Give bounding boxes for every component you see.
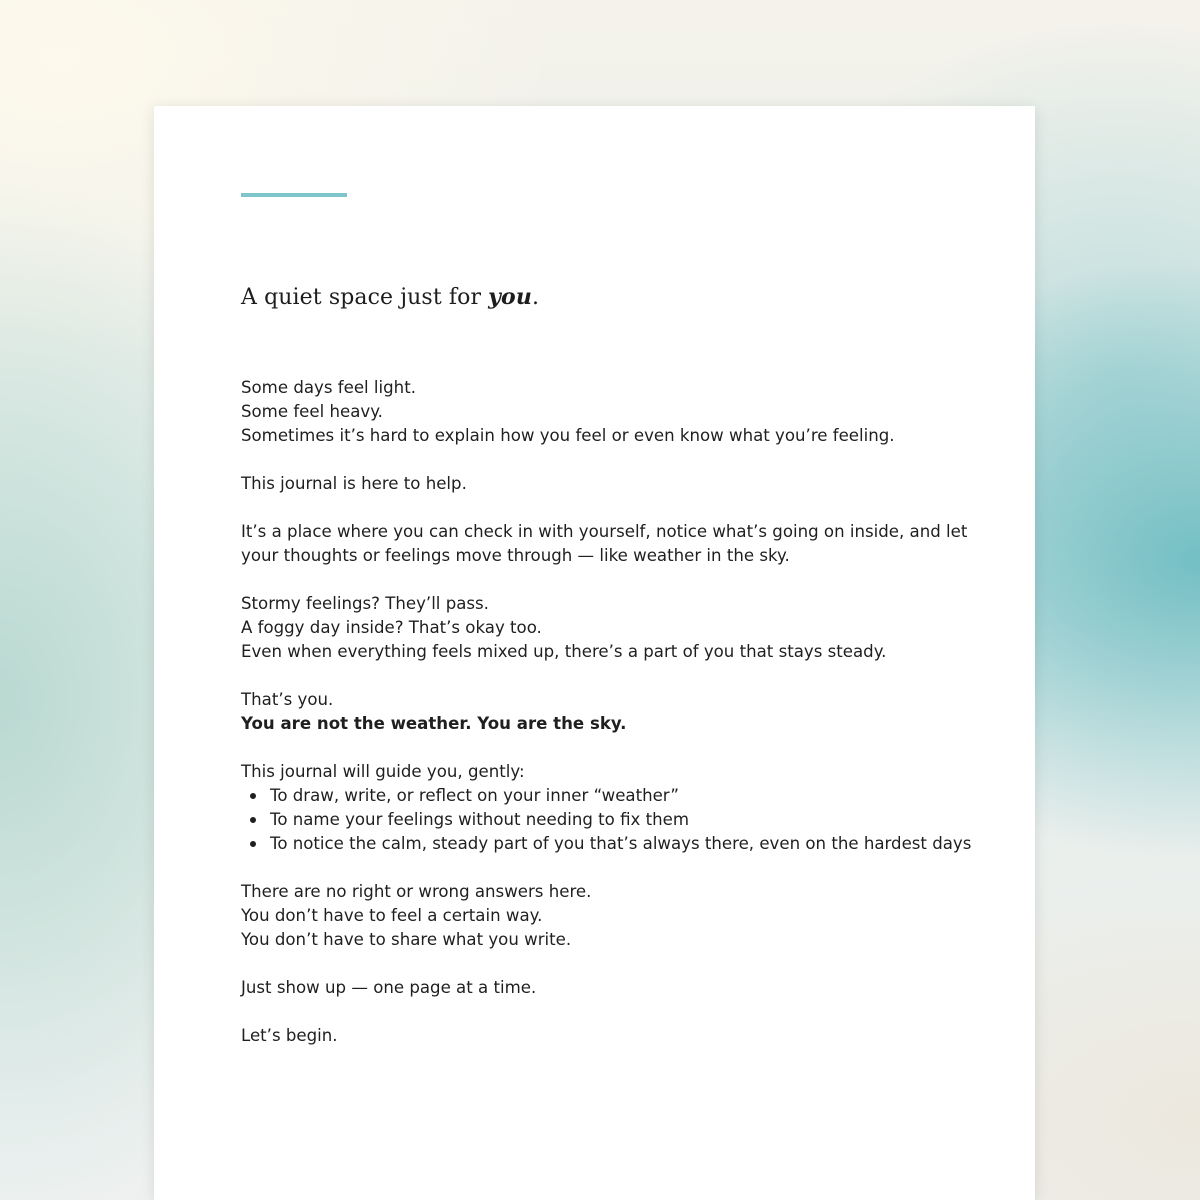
text-line: Stormy feelings? They’ll pass. [241,594,489,613]
text-line: There are no right or wrong answers here. [241,882,592,901]
paragraph-1 [241,376,961,448]
paragraph-4 [241,592,961,664]
text-line: Let’s begin. [241,1026,338,1045]
paragraph-3 [241,520,968,568]
text-line: You don’t have to feel a certain way. [241,906,543,925]
text-line: Just show up — one page at a time. [241,978,537,997]
list-item: To name your feelings without needing to fix them [270,808,961,832]
paragraph-2 [241,472,961,496]
text-line: Some feel heavy. [241,402,383,421]
guide-list [241,784,972,856]
text-line: It’s a place where you can check in with yourself, notice what’s going on inside, and let [241,522,968,541]
text-line: your thoughts or feelings move through — like weather in the sky. [241,546,790,565]
paragraph-9 [241,1024,961,1048]
paragraph-5 [241,688,961,736]
text-line: That’s you. [241,690,334,709]
body-text [241,376,972,1048]
heading-emphasis: you [488,284,532,310]
text-line: A foggy day inside? That’s okay too. [241,618,542,637]
paragraph-7 [241,880,961,952]
heading-end: . [531,285,540,310]
guide-intro: This journal will guide you, gently: [241,762,525,781]
heading-text: A quiet space just for [241,285,489,310]
text-line: Even when everything feels mixed up, there’s a part of you that stays steady. [241,642,887,661]
paragraph-8 [241,976,961,1000]
list-item: To draw, write, or reflect on your inner “weather” [270,784,961,808]
guide-section [241,760,972,856]
text-line: You don’t have to share what you write. [241,930,572,949]
text-line: This journal is here to help. [241,474,467,493]
text-line: Sometimes it’s hard to explain how you feel or even know what you’re feeling. [241,426,895,445]
page-heading [241,284,539,310]
list-item: To notice the calm, steady part of you that’s always there, even on the hardest days [270,832,961,856]
key-statement: You are not the weather. You are the sky. [241,714,627,733]
journal-page [154,106,1035,1200]
accent-rule [241,193,347,197]
text-line: Some days feel light. [241,378,416,397]
